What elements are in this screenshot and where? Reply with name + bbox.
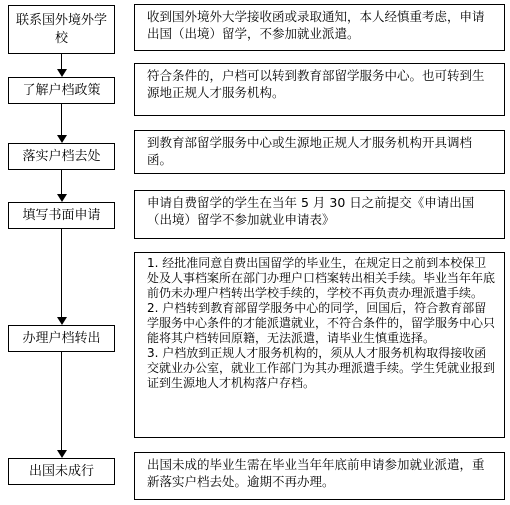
arrow-down-icon — [57, 317, 67, 325]
desc-written-application — [134, 190, 505, 239]
connector-line — [61, 170, 62, 194]
desc-text: 收到国外境外大学接收函或录取通知，本人经慎重考虑，申请出国（出境）留学，不参加就业派遣。 — [147, 9, 485, 41]
step-label: 出国未成行 — [28, 463, 94, 479]
connector-line — [61, 352, 62, 450]
step-label: 办理户档转出 — [22, 330, 101, 346]
desc-text: 到教育部留学服务中心或生源地正规人才服务机构开具调档函。 — [147, 135, 473, 167]
desc-paragraph-3: 3. 户档放到正规人才服务机构的，须从人才服务机构取得接收函交就业办公室，就业工作部门为其办理派遣手续。学生凭就业报到证到生源地人才机构落户存档。 — [147, 346, 496, 390]
step-not-abroad — [8, 458, 115, 485]
desc-paragraph-2: 2. 户档转到教育部留学服务中心的同学，回国后，符合教育部留学服务中心条件的才能派遣就业，不符合条件的，留学服务中心只能将其户档转回原籍，无法派遣，请毕业生慎重选择。 — [147, 301, 496, 345]
step-written-application — [8, 202, 115, 229]
desc-transfer-out — [134, 252, 505, 438]
step-arrange-destination — [8, 143, 115, 170]
desc-learn-policy — [134, 63, 505, 116]
desc-arrange-destination — [134, 130, 505, 174]
step-label: 落实户档去处 — [22, 148, 101, 164]
connector-line — [61, 104, 62, 135]
arrow-down-icon — [57, 194, 67, 202]
arrow-down-icon — [57, 135, 67, 143]
step-transfer-out — [8, 325, 115, 352]
step-contact-school — [8, 5, 115, 54]
connector-line — [61, 229, 62, 317]
connector-line — [61, 54, 62, 69]
step-label: 联系国外境外学校 — [15, 12, 107, 46]
desc-text: 符合条件的，户档可以转到教育部留学服务中心。也可转到生源地正规人才服务机构。 — [147, 68, 485, 100]
desc-not-abroad — [134, 452, 505, 500]
step-learn-policy — [8, 77, 115, 104]
desc-paragraph-1: 1. 经批准同意自费出国留学的毕业生，在规定日之前到本校保卫处及人事档案所在部门办理户口档案转出相关手续。毕业当年年底前仍未办理户档转出学校手续的，学校不再负责办理派遣手续。 — [147, 256, 496, 300]
arrow-down-icon — [57, 69, 67, 77]
step-label: 填写书面申请 — [22, 207, 101, 223]
desc-text: 申请自费留学的学生在当年 5 月 30 日之前提交《申请出国（出境）留学不参加就业申请表》 — [147, 195, 475, 227]
step-label: 了解户档政策 — [22, 82, 101, 98]
desc-contact-school — [134, 4, 505, 51]
desc-text: 出国未成的毕业生需在毕业当年年底前申请参加就业派遣，重新落实户档去处。逾期不再办理。 — [147, 457, 485, 489]
arrow-down-icon — [57, 450, 67, 458]
